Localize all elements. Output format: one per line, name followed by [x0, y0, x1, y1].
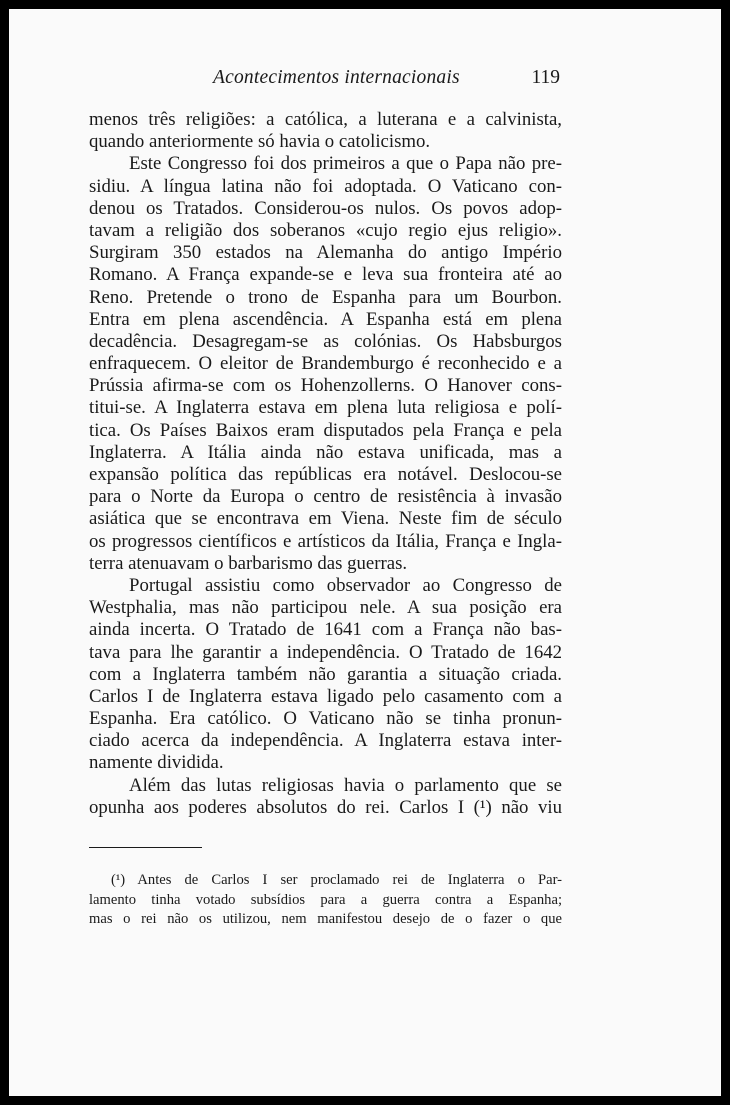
text-line: Além das lutas religiosas havia o parlamento que se [129, 774, 562, 796]
running-title: Acontecimentos internacionais [213, 67, 460, 88]
book-page [9, 9, 721, 1096]
text-line: menos três religiões: a católica, a luterana e a calvinista, [89, 109, 562, 130]
text-line: Romano. A França expande-se e leva sua fronteira até ao [89, 264, 562, 286]
text-line: expansão política das repúblicas era notável. Deslocou-se [89, 464, 562, 485]
text-line: Portugal assistiu como observador ao Congresso de [129, 574, 562, 596]
text-line: ciado acerca da independência. A Inglaterra estava inter- [89, 730, 562, 752]
text-line: enfraquecem. O eleitor de Brandemburgo é reconhecido e a [89, 353, 562, 375]
text-line: quando anteriormente só havia o catolicismo. [89, 131, 431, 153]
text-line: opunha aos poderes absolutos do rei. Carlos I (¹) não viu [89, 796, 562, 818]
text-line: denou os Tratados. Considerou-os nulos. Os povos adop- [89, 197, 562, 219]
text-line: para o Norte da Europa o centro de resistência à invasão [89, 486, 562, 508]
text-line: tavam a religião dos soberanos «cujo regio ejus religio». [89, 219, 562, 241]
text-line: sidiu. A língua latina não foi adoptada. O Vaticano con- [89, 175, 562, 197]
footnote-line: mas o rei não os utilizou, nem manifestou desejo de o fazer o que [89, 911, 562, 927]
text-line: Espanha. Era católico. O Vaticano não se tinha pronun- [89, 708, 562, 730]
text-line: Reno. Pretende o trono de Espanha para um Bourbon. [89, 286, 562, 308]
page-header [9, 67, 721, 95]
text-line: tava para lhe garantir a independência. O Tratado de 1642 [89, 641, 562, 663]
text-line: Este Congresso foi dos primeiros a que o Papa não pre- [129, 153, 562, 175]
text-line: terra atenuavam o barbarismo das guerras. [89, 552, 408, 574]
text-line: ainda incerta. O Tratado de 1641 com a França não bas- [89, 619, 562, 641]
text-line: asiática que se encontrava em Viena. Neste fim de século [89, 508, 562, 530]
text-line: decadência. Desagregam-se as colónias. Os Habsburgos [89, 330, 562, 352]
text-line: Entra em plena ascendência. A Espanha está em plena [89, 308, 562, 330]
text-line: Surgiram 350 estados na Alemanha do antigo Império [89, 242, 562, 264]
text-line: os progressos científicos e artísticos da Itália, França e Ingla- [89, 530, 562, 552]
text-line: Carlos I de Inglaterra estava ligado pelo casamento com a [89, 685, 562, 707]
text-line: titui-se. A Inglaterra estava em plena luta religiosa e polí- [89, 397, 562, 419]
text-line: com a Inglaterra também não garantia a situação criada. [89, 663, 562, 685]
text-line: namente dividida. [89, 752, 224, 774]
footnote-divider [89, 847, 202, 848]
body-text [89, 109, 562, 819]
text-line: Prússia afirma-se com os Hohenzollerns. O Hanover cons- [89, 375, 562, 397]
footnotes [89, 871, 562, 930]
page-number: 119 [531, 67, 560, 88]
text-line: Inglaterra. A Itália ainda não estava unificada, mas a [89, 441, 562, 463]
footnote-line: lamento tinha votado subsídios para a guerra contra a Espanha; [89, 891, 562, 908]
footnote-line: (¹) Antes de Carlos I ser proclamado rei de Inglaterra o Par- [111, 872, 562, 888]
text-line: tica. Os Países Baixos eram disputados pela França e pela [89, 419, 562, 441]
text-line: Westphalia, mas não participou nele. A sua posição era [89, 597, 562, 619]
